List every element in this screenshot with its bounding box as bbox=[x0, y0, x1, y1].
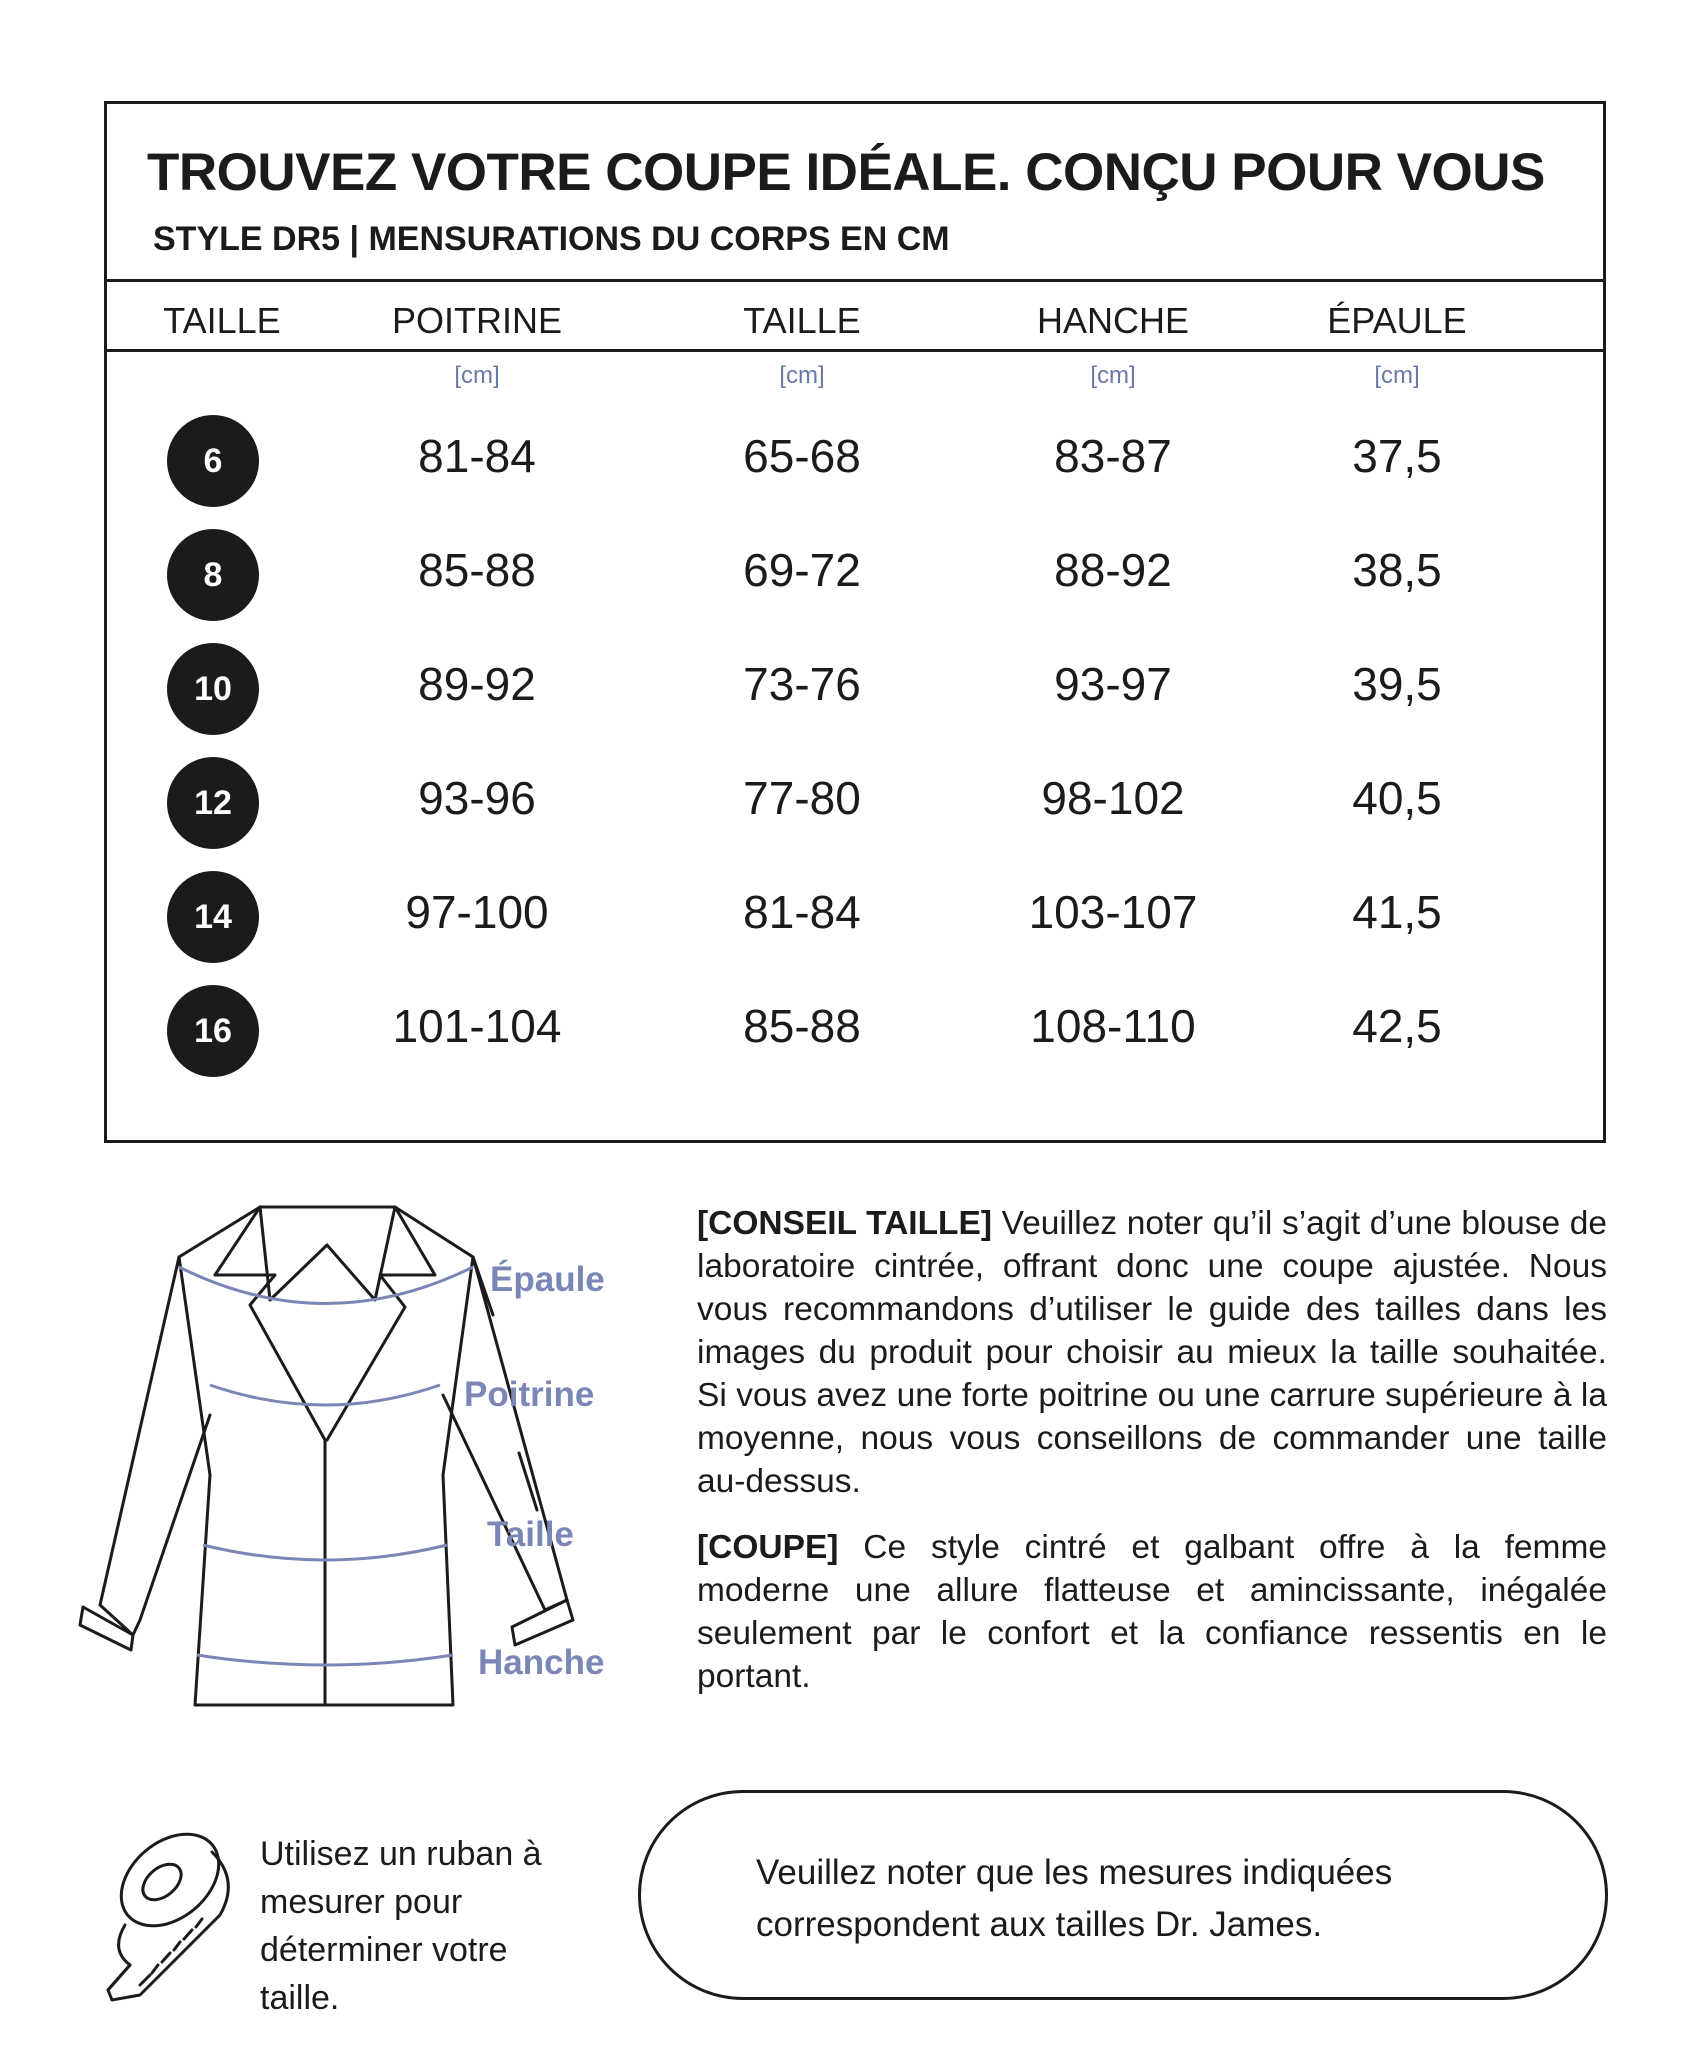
taille-value: 73-76 bbox=[743, 658, 861, 710]
poitrine-value: 81-84 bbox=[418, 430, 536, 482]
epaule-value: 39,5 bbox=[1352, 658, 1442, 710]
size-badge: 10 bbox=[167, 643, 259, 735]
table-row bbox=[107, 529, 1603, 621]
poitrine-value: 85-88 bbox=[418, 544, 536, 596]
size-advice bbox=[697, 1202, 1607, 1721]
column-header-size: TAILLE bbox=[163, 300, 281, 341]
table-row bbox=[107, 985, 1603, 1077]
epaule-value: 38,5 bbox=[1352, 544, 1442, 596]
measuring-tape-icon bbox=[100, 1820, 250, 2010]
poitrine-value: 89-92 bbox=[418, 658, 536, 710]
note-text: Veuillez noter que les mesures indiquées correspondent aux tailles Dr. James. bbox=[756, 1853, 1393, 1944]
tape-instruction: Utilisez un ruban à mesurer pour déterminer votre taille. bbox=[260, 1835, 542, 2017]
coupe-text: Ce style cintré et galbant offre à la femme moderne une allure flatteuse et amincissante, inégalée seulement par le confort et la confiance ressentis en le portant. bbox=[697, 1529, 1607, 1695]
unit-label-hanche: [cm] bbox=[1090, 362, 1136, 389]
conseil-text: Veuillez noter qu’il s’agit d’une blouse de laboratoire cintrée, offrant donc une coupe ajustée. Nous vous recommandons d’utiliser le guide des tailles dans les images du produit pour choisir au mieux la taille souhaitée. Si vous avez une forte poitrine ou une carrure supérieure à la moyenne, nous vous conseillons de commander une taille au-dessus. bbox=[697, 1205, 1607, 1500]
size-badge: 16 bbox=[167, 985, 259, 1077]
diagram-label-taille: Taille bbox=[487, 1515, 574, 1554]
table-header bbox=[107, 279, 1603, 352]
poitrine-value: 93-96 bbox=[418, 772, 536, 824]
column-header-taille: TAILLE bbox=[743, 300, 861, 341]
diagram-label-poitrine: Poitrine bbox=[464, 1375, 595, 1414]
column-header-poitrine: POITRINE bbox=[391, 300, 563, 341]
page-subtitle: STYLE DR5 | MENSURATIONS DU CORPS EN CM bbox=[153, 220, 950, 258]
table-row bbox=[107, 415, 1603, 507]
taille-value: 69-72 bbox=[743, 544, 861, 596]
epaule-value: 37,5 bbox=[1352, 430, 1442, 482]
conseil-label: [CONSEIL TAILLE] bbox=[697, 1205, 992, 1242]
conseil-paragraph bbox=[697, 1202, 1607, 1503]
hanche-value: 98-102 bbox=[1041, 772, 1185, 824]
size-badge: 8 bbox=[167, 529, 259, 621]
hanche-value: 103-107 bbox=[1028, 886, 1198, 938]
table-row bbox=[107, 757, 1603, 849]
coupe-paragraph bbox=[697, 1526, 1607, 1698]
epaule-value: 40,5 bbox=[1352, 772, 1442, 824]
unit-label-epaule: [cm] bbox=[1374, 362, 1420, 389]
page-title: TROUVEZ VOTRE COUPE IDÉALE. CONÇU POUR VOUS bbox=[147, 143, 1545, 202]
column-header-epaule: ÉPAULE bbox=[1327, 300, 1467, 341]
taille-value: 81-84 bbox=[743, 886, 861, 938]
table-row bbox=[107, 871, 1603, 963]
measuring-tape-graphic bbox=[100, 1820, 250, 2010]
hanche-value: 83-87 bbox=[1054, 430, 1172, 482]
poitrine-value: 101-104 bbox=[392, 1000, 562, 1052]
diagram-label-epaule: Épaule bbox=[490, 1260, 605, 1299]
size-badge: 12 bbox=[167, 757, 259, 849]
epaule-value: 42,5 bbox=[1352, 1000, 1442, 1052]
table-row bbox=[107, 643, 1603, 735]
unit-label-poitrine: [cm] bbox=[454, 362, 500, 389]
taille-value: 65-68 bbox=[743, 430, 861, 482]
unit-label-taille: [cm] bbox=[779, 362, 825, 389]
hanche-value: 108-110 bbox=[1030, 1000, 1196, 1052]
size-badge: 6 bbox=[167, 415, 259, 507]
hanche-value: 93-97 bbox=[1054, 658, 1172, 710]
hanche-value: 88-92 bbox=[1054, 544, 1172, 596]
taille-value: 85-88 bbox=[743, 1000, 861, 1052]
size-chart-card bbox=[104, 101, 1606, 1143]
column-header-hanche: HANCHE bbox=[1036, 300, 1190, 341]
epaule-value: 41,5 bbox=[1352, 886, 1442, 938]
jacket-measurement-diagram bbox=[75, 1195, 635, 1715]
poitrine-value: 97-100 bbox=[405, 886, 549, 938]
size-badge: 14 bbox=[167, 871, 259, 963]
taille-value: 77-80 bbox=[743, 772, 861, 824]
note-box bbox=[638, 1790, 1608, 2000]
diagram-label-hanche: Hanche bbox=[478, 1643, 605, 1682]
coupe-label: [COUPE] bbox=[697, 1529, 839, 1566]
